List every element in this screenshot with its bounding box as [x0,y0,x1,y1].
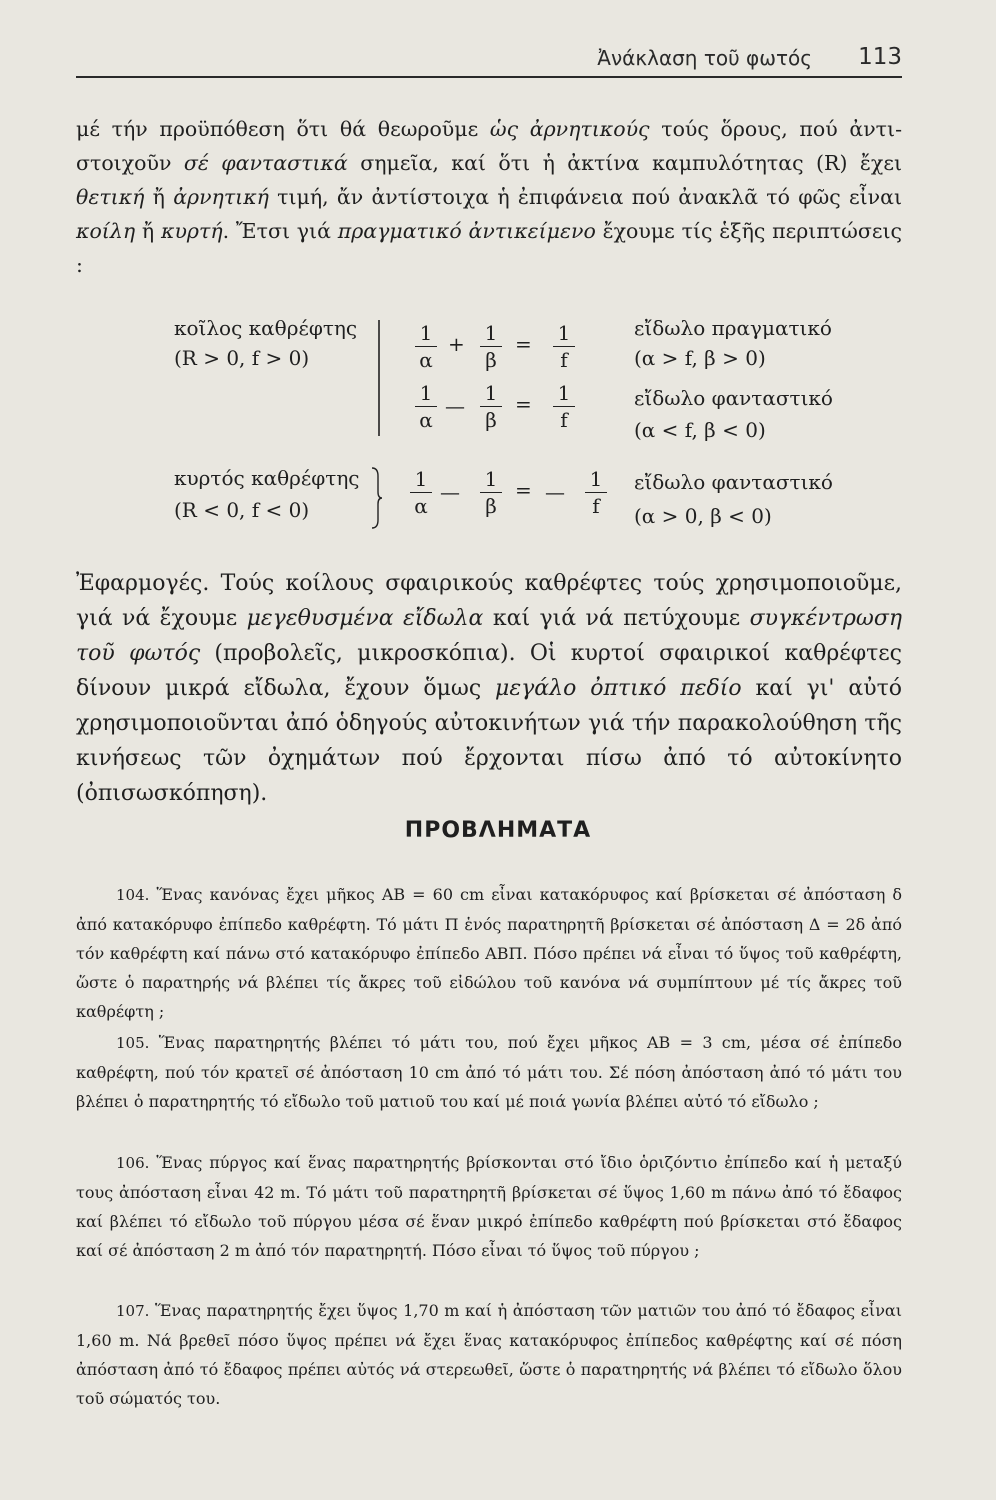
concave-mirror-label: κοῖλος καθρέφτης [174,316,358,340]
applications-italic: συγκέντρωση τοῦ φωτός [76,606,903,666]
applications-text: καί γι' αὐτό χρησιμοποιοῦνται ἀπό ὁδηγούς αὐτοκινήτων γιά τήν παρακολούθηση τῆς κινήσεως τῶν ὀχημάτων πού ἔρχονται πίσω ἀπό τό αὐτοκίνητο (ὀπισωσκόπηση). [76,676,902,806]
numerator: 1 [553,322,575,347]
chapter-title: Ἀνάκλαση τοῦ φωτός [597,46,812,70]
denominator: f [560,348,568,372]
fraction-1-alpha [410,468,432,517]
minus-sign: — [440,480,460,504]
denominator: β [485,348,497,372]
real-image-condition: (α > f, β > 0) [634,346,766,370]
problem-text: Ἕνας πύργος καί ἕνας παρατηρητής βρίσκονται στό ἴδιο ὁριζόντιο ἐπίπεδο καί ἡ μεταξύ τους ἀπόσταση εἶναι 42 m. Τό μάτι τοῦ παρατηρητῆ βρίσκεται σέ ὕψος 1,60 m πάνω ἀπό τό ἔδαφος καί βλέπει τό εἴδωλο τοῦ πύργου μέσα σέ ἕναν μικρό ἐπίπεδο καθρέφτη πού βρίσκεται στό ἔδαφος καί σέ ἀπόσταση 2 m ἀπό τόν παρατηρητή. Πόσο εἶναι τό ὕψος τοῦ πύργου ; [76,1153,902,1260]
running-head [76,44,902,78]
intro-italic: ἀρνητική [173,185,269,209]
intro-italic: κοίλη [76,219,136,243]
fraction-1-f [585,468,607,517]
applications-italic: μεγάλο ὀπτικό πεδίο [495,676,742,701]
virtual-image-condition: (α > 0, β < 0) [634,504,772,528]
intro-text: τούς ὅρους, πού ἀντιστοιχοῦν [76,117,902,175]
problem-number: 104. [116,886,150,904]
numerator: 1 [415,382,437,407]
intro-italic: πραγματικό ἀντικείμενο [337,219,596,243]
equals-sign: = [515,392,532,416]
fraction-1-beta [480,468,502,517]
problem-number: 107. [116,1302,150,1320]
denominator: f [592,494,600,518]
applications-lead: Ἐφαρμογές. [76,571,210,596]
numerator: 1 [410,468,432,493]
applications-paragraph [76,566,902,811]
fraction-1-f [553,382,575,431]
problem-105 [76,1028,902,1116]
applications-text: (προβολεῖς, μικροσκόπια). Οἱ κυρτοί σφαιρικοί καθρέφτες δίνουν μικρά εἴδωλα, ἔχουν ὅμως [76,641,902,701]
problem-text: Ἕνας κανόνας ἔχει μῆκος ΑΒ = 60 cm εἶναι κατακόρυφος καί βρίσκεται σέ ἀπόσταση δ ἀπό κατακόρυφο ἐπίπεδο καθρέφτη. Τό μάτι Π ἑνός παρατηρητῆ βρίσκεται σέ ἀπόσταση Δ = 2δ ἀπό τόν καθρέφτη καί πάνω στό κατακόρυφο ἐπίπεδο ΑΒΠ. Πόσο πρέπει νά εἶναι τό ὕψος τοῦ καθρέφτη, ὥστε ὁ παρατηρής νά βλέπει τίς ἄκρες τοῦ εἰδώλου τοῦ κανόνα νά συμπίπτουν μέ τίς ἄκρες τοῦ καθρέφτη ; [76,885,902,1021]
fraction-1-alpha [415,382,437,431]
numerator: 1 [480,322,502,347]
intro-italic: κυρτή [161,219,223,243]
concave-brace [376,318,392,436]
real-image-label: εἴδωλο πραγματικό [634,316,832,340]
minus-sign: — [445,394,465,418]
applications-text: Τούς κοίλους σφαιρικούς καθρέφτες τούς χρησιμοποιοῦμε, γιά νά ἔχουμε [76,571,902,631]
numerator: 1 [553,382,575,407]
denominator: β [485,408,497,432]
convex-mirror-label: κυρτός καθρέφτης [174,466,360,490]
virtual-image-label: εἴδωλο φανταστικό [634,470,833,494]
intro-italic: ὡς ἀρνητικούς [489,117,650,141]
plus-sign: + [448,332,465,356]
concave-mirror-condition: (R > 0, f > 0) [174,346,310,370]
equals-sign: = [515,332,532,356]
virtual-image-condition: (α < f, β < 0) [634,418,766,442]
problem-text: Ἕνας παρατηρητής βλέπει τό μάτι του, πού ἔχει μῆκος ΑΒ = 3 cm, μέσα σέ ἐπίπεδο καθρέφτη, πού τόν κρατεῖ σέ ἀπόσταση 10 cm ἀπό τό μάτι του. Σέ πόση ἀπόσταση ἀπό τό μάτι του βλέπει ὁ παρατηρητής τό εἴδωλο τοῦ ματιοῦ του καί μέ ποιά γωνία βλέπει αὐτό τό εἴδωλο ; [76,1033,903,1111]
intro-italic: θετική [76,185,145,209]
applications-text: καί γιά νά πετύχουμε [483,606,750,631]
fraction-1-beta [480,322,502,371]
problem-text: Ἕνας παρατηρητής ἔχει ὕψος 1,70 m καί ἡ ἀπόσταση τῶν ματιῶν του ἀπό τό ἔδαφος εἶναι 1,60 m. Νά βρεθεῖ πόσο ὕψος πρέπει νά ἔχει ἕνας κατακόρυφος ἐπίπεδος καθρέφτης καί σέ πόση ἀπόσταση ἀπό τό ἔδαφος πρέπει αὐτός νά στερεωθεῖ, ὥστε ὁ παρατηρητής νά βλέπει τό εἴδωλο ὅλου τοῦ σώματός του. [76,1301,902,1408]
intro-text: μέ τήν προϋπόθεση ὅτι θά θεωροῦμε [76,117,490,141]
numerator: 1 [585,468,607,493]
numerator: 1 [480,468,502,493]
problem-104 [76,880,902,1026]
denominator: β [485,494,497,518]
problems-heading: ΠΡΟΒΛΗΜΑΤΑ [404,818,592,843]
minus-sign: — [545,480,565,504]
convex-mirror-condition: (R < 0, f < 0) [174,498,310,522]
numerator: 1 [415,322,437,347]
intro-text: ἤ [144,185,174,209]
intro-text: ἔχουμε τίς ἑξῆς περιπτώσεις : [76,219,902,277]
page-number: 113 [858,44,902,70]
problem-107 [76,1296,902,1413]
intro-text: ἤ [135,219,162,243]
denominator: f [560,408,568,432]
problem-number: 106. [116,1154,150,1172]
applications-italic: μεγεθυσμένα εἴδωλα [246,606,484,631]
equals-sign: = [515,478,532,502]
fraction-1-alpha [415,322,437,371]
intro-text: τιμή, ἄν ἀντίστοιχα ἡ ἐπιφάνεια πού ἀνακλᾶ τό φῶς εἶναι [268,185,902,209]
denominator: α [414,494,428,518]
convex-brace [368,466,384,530]
problem-number: 105. [116,1034,150,1052]
intro-text: σημεῖα, καί ὅτι ἡ ἀκτίνα καμπυλότητας (R) ἔχει [347,151,902,175]
intro-text: . Ἔτσι γιά [222,219,338,243]
intro-paragraph [76,112,902,282]
fraction-1-beta [480,382,502,431]
problem-106 [76,1148,902,1265]
fraction-1-f [553,322,575,371]
virtual-image-label: εἴδωλο φανταστικό [634,386,833,410]
intro-italic: σέ φανταστικά [183,151,348,175]
denominator: α [419,408,433,432]
denominator: α [419,348,433,372]
numerator: 1 [480,382,502,407]
